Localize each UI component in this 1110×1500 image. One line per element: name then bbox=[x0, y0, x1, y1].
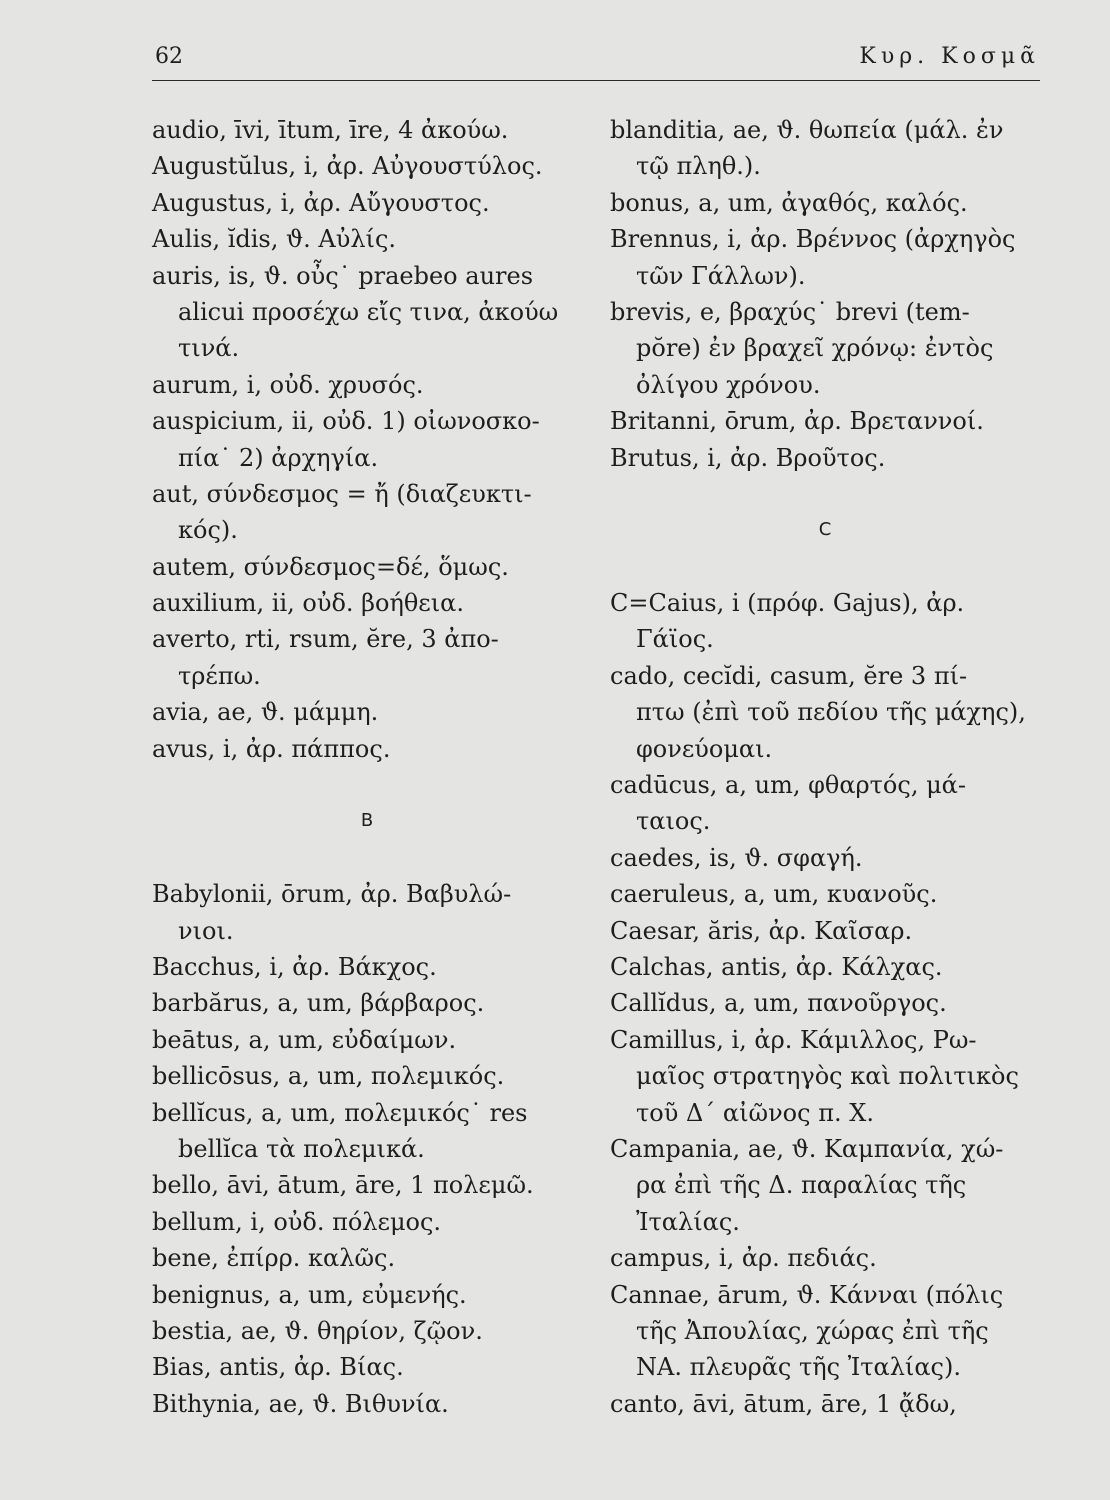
dictionary-entry: brevis, e, βραχύς˙ brevi (tem- bbox=[610, 297, 970, 326]
dictionary-entry: Bias, antis, ἀρ. Βίας. bbox=[152, 1353, 404, 1382]
entry-continuation: τινά. bbox=[178, 334, 240, 363]
dictionary-entry: Calchas, antis, ἀρ. Κάλχας. bbox=[610, 952, 943, 981]
dictionary-entry: averto, rti, rsum, ĕre, 3 ἀπο- bbox=[152, 625, 499, 654]
section-letter-heading: B bbox=[360, 810, 374, 832]
entry-continuation: bellĭca τὰ πολεμικά. bbox=[178, 1134, 425, 1163]
dictionary-entry: Caesar, ăris, ἀρ. Καῖσαρ. bbox=[610, 916, 913, 945]
entry-continuation: Γάϊος. bbox=[636, 625, 714, 654]
dictionary-entry: auris, is, ϑ. οὖς˙ praebeo aures bbox=[152, 261, 534, 290]
dictionary-entry: auspicium, ii, οὐδ. 1) οἰωνοσκο- bbox=[152, 407, 540, 436]
entry-continuation: alicui προσέχω εἴς τινα, ἀκούω bbox=[178, 297, 559, 326]
entry-continuation: κός). bbox=[178, 516, 238, 545]
running-head: Κυρ. Κοσμᾶ bbox=[859, 44, 1040, 69]
entry-continuation: pŏre) ἐν βραχεῖ χρόνῳ: ἐντὸς bbox=[636, 334, 994, 363]
dictionary-entry: aurum, i, οὐδ. χρυσός. bbox=[152, 370, 424, 399]
entry-continuation: μαῖος στρατηγὸς καὶ πολιτικὸς bbox=[636, 1062, 1019, 1091]
entry-continuation: ρα ἐπὶ τῆς Δ. παραλίας τῆς bbox=[636, 1171, 967, 1200]
page-number: 62 bbox=[155, 44, 183, 69]
dictionary-entry: blanditia, ae, ϑ. θωπεία (μάλ. ἐν bbox=[610, 116, 1004, 144]
dictionary-entry: Campania, ae, ϑ. Καμπανία, χώ- bbox=[610, 1134, 1004, 1163]
header-rule bbox=[152, 80, 1040, 81]
entry-continuation: νιοι. bbox=[178, 916, 234, 945]
dictionary-entry: audio, īvi, ītum, īre, 4 ἀκούω. bbox=[152, 116, 509, 144]
dictionary-entry: Cannae, ārum, ϑ. Κάνναι (πόλις bbox=[610, 1280, 1004, 1309]
entry-continuation: Ἰταλίας. bbox=[636, 1207, 740, 1236]
dictionary-entry: bestia, ae, ϑ. θηρίον, ζῷον. bbox=[152, 1316, 483, 1345]
entry-continuation: ὀλίγου χρόνου. bbox=[636, 370, 821, 399]
dictionary-entry: avia, ae, ϑ. μάμμη. bbox=[152, 698, 379, 727]
dictionary-entry: bene, ἐπίρρ. καλῶς. bbox=[152, 1244, 396, 1273]
dictionary-entry: bellum, i, οὐδ. πόλεμος. bbox=[152, 1207, 442, 1236]
dictionary-entry: Augustŭlus, i, ἀρ. Αὐγουστύλος. bbox=[152, 152, 543, 181]
dictionary-entry: cado, cecĭdi, casum, ĕre 3 πί- bbox=[610, 661, 968, 690]
dictionary-entry: bello, āvi, ātum, āre, 1 πολεμῶ. bbox=[152, 1171, 534, 1200]
dictionary-entry: barbărus, a, um, βάρβαρος. bbox=[152, 989, 485, 1018]
dictionary-entry: Brennus, i, ἀρ. Βρέννος (ἀρχηγὸς bbox=[610, 225, 1016, 254]
dictionary-entry: Britanni, ōrum, ἀρ. Βρεταννοί. bbox=[610, 407, 984, 436]
entry-continuation: πτω (ἐπὶ τοῦ πεδίου τῆς μάχης), bbox=[636, 698, 1026, 727]
dictionary-entry: bellicōsus, a, um, πολεμικός. bbox=[152, 1062, 505, 1091]
entry-continuation: ταιος. bbox=[636, 807, 711, 836]
entry-continuation: πία˙ 2) ἀρχηγία. bbox=[178, 443, 379, 472]
spacer bbox=[610, 549, 1040, 585]
entry-continuation: τοῦ Δ΄ αἰῶνος π. Χ. bbox=[636, 1098, 874, 1127]
dictionary-entry: Augustus, i, ἀρ. Αὔγουστος. bbox=[152, 188, 490, 217]
section-letter-heading: C bbox=[818, 519, 832, 541]
entry-continuation: ΝΑ. πλευρᾶς τῆς Ἰταλίας). bbox=[636, 1353, 961, 1382]
dictionary-entry: cadūcus, a, um, φθαρτός, μά- bbox=[610, 771, 966, 800]
entry-continuation: φονεύομαι. bbox=[636, 734, 773, 763]
spacer bbox=[152, 840, 582, 876]
entry-continuation: τρέπω. bbox=[178, 661, 261, 690]
dictionary-entry: caeruleus, a, um, κυανοῦς. bbox=[610, 880, 938, 909]
dictionary-entry: avus, i, ἀρ. πάππος. bbox=[152, 734, 391, 763]
entry-continuation: τῷ πληθ.). bbox=[636, 152, 761, 181]
dictionary-entry: auxilium, ii, οὐδ. βοήθεια. bbox=[152, 589, 464, 618]
dictionary-entry: Bithynia, ae, ϑ. Βιθυνία. bbox=[152, 1389, 449, 1418]
spacer bbox=[610, 476, 1040, 512]
dictionary-entry: Aulis, ĭdis, ϑ. Αὐλίς. bbox=[152, 225, 397, 254]
dictionary-entry: Callĭdus, a, um, πανοῦργος. bbox=[610, 989, 947, 1018]
dictionary-entry: bonus, a, um, ἀγαθός, καλός. bbox=[610, 188, 968, 217]
dictionary-entry: Babylonii, ōrum, ἀρ. Βαβυλώ- bbox=[152, 880, 512, 909]
dictionary-entry: beātus, a, um, εὐδαίμων. bbox=[152, 1025, 457, 1054]
right-column bbox=[610, 112, 1040, 1422]
dictionary-entry: canto, āvi, ātum, āre, 1 ᾄδω, bbox=[610, 1389, 957, 1418]
dictionary-entry: C=Caius, i (πρόφ. Gajus), ἀρ. bbox=[610, 589, 965, 618]
dictionary-entry: benignus, a, um, εὐμενής. bbox=[152, 1280, 467, 1309]
left-column bbox=[152, 112, 582, 1422]
spacer bbox=[152, 767, 582, 803]
dictionary-entry: Brutus, i, ἀρ. Βροῦτος. bbox=[610, 443, 886, 472]
dictionary-entry: aut, σύνδεσμος = ἤ (διαζευκτι- bbox=[152, 479, 532, 508]
dictionary-entry: caedes, is, ϑ. σφαγή. bbox=[610, 843, 863, 872]
dictionary-entry: autem, σύνδεσμος=δέ, ὅμως. bbox=[152, 552, 509, 581]
dictionary-entry: Camillus, i, ἀρ. Κάμιλλος, Ρω- bbox=[610, 1025, 977, 1054]
dictionary-entry: campus, i, ἀρ. πεδιάς. bbox=[610, 1244, 877, 1273]
dictionary-entry: bellĭcus, a, um, πολεμικός˙ res bbox=[152, 1098, 528, 1127]
dictionary-entry: Bacchus, i, ἀρ. Βάκχος. bbox=[152, 952, 437, 981]
entry-continuation: τῆς Ἀπουλίας, χώρας ἐπὶ τῆς bbox=[636, 1316, 989, 1345]
entry-continuation: τῶν Γάλλων). bbox=[636, 261, 806, 290]
